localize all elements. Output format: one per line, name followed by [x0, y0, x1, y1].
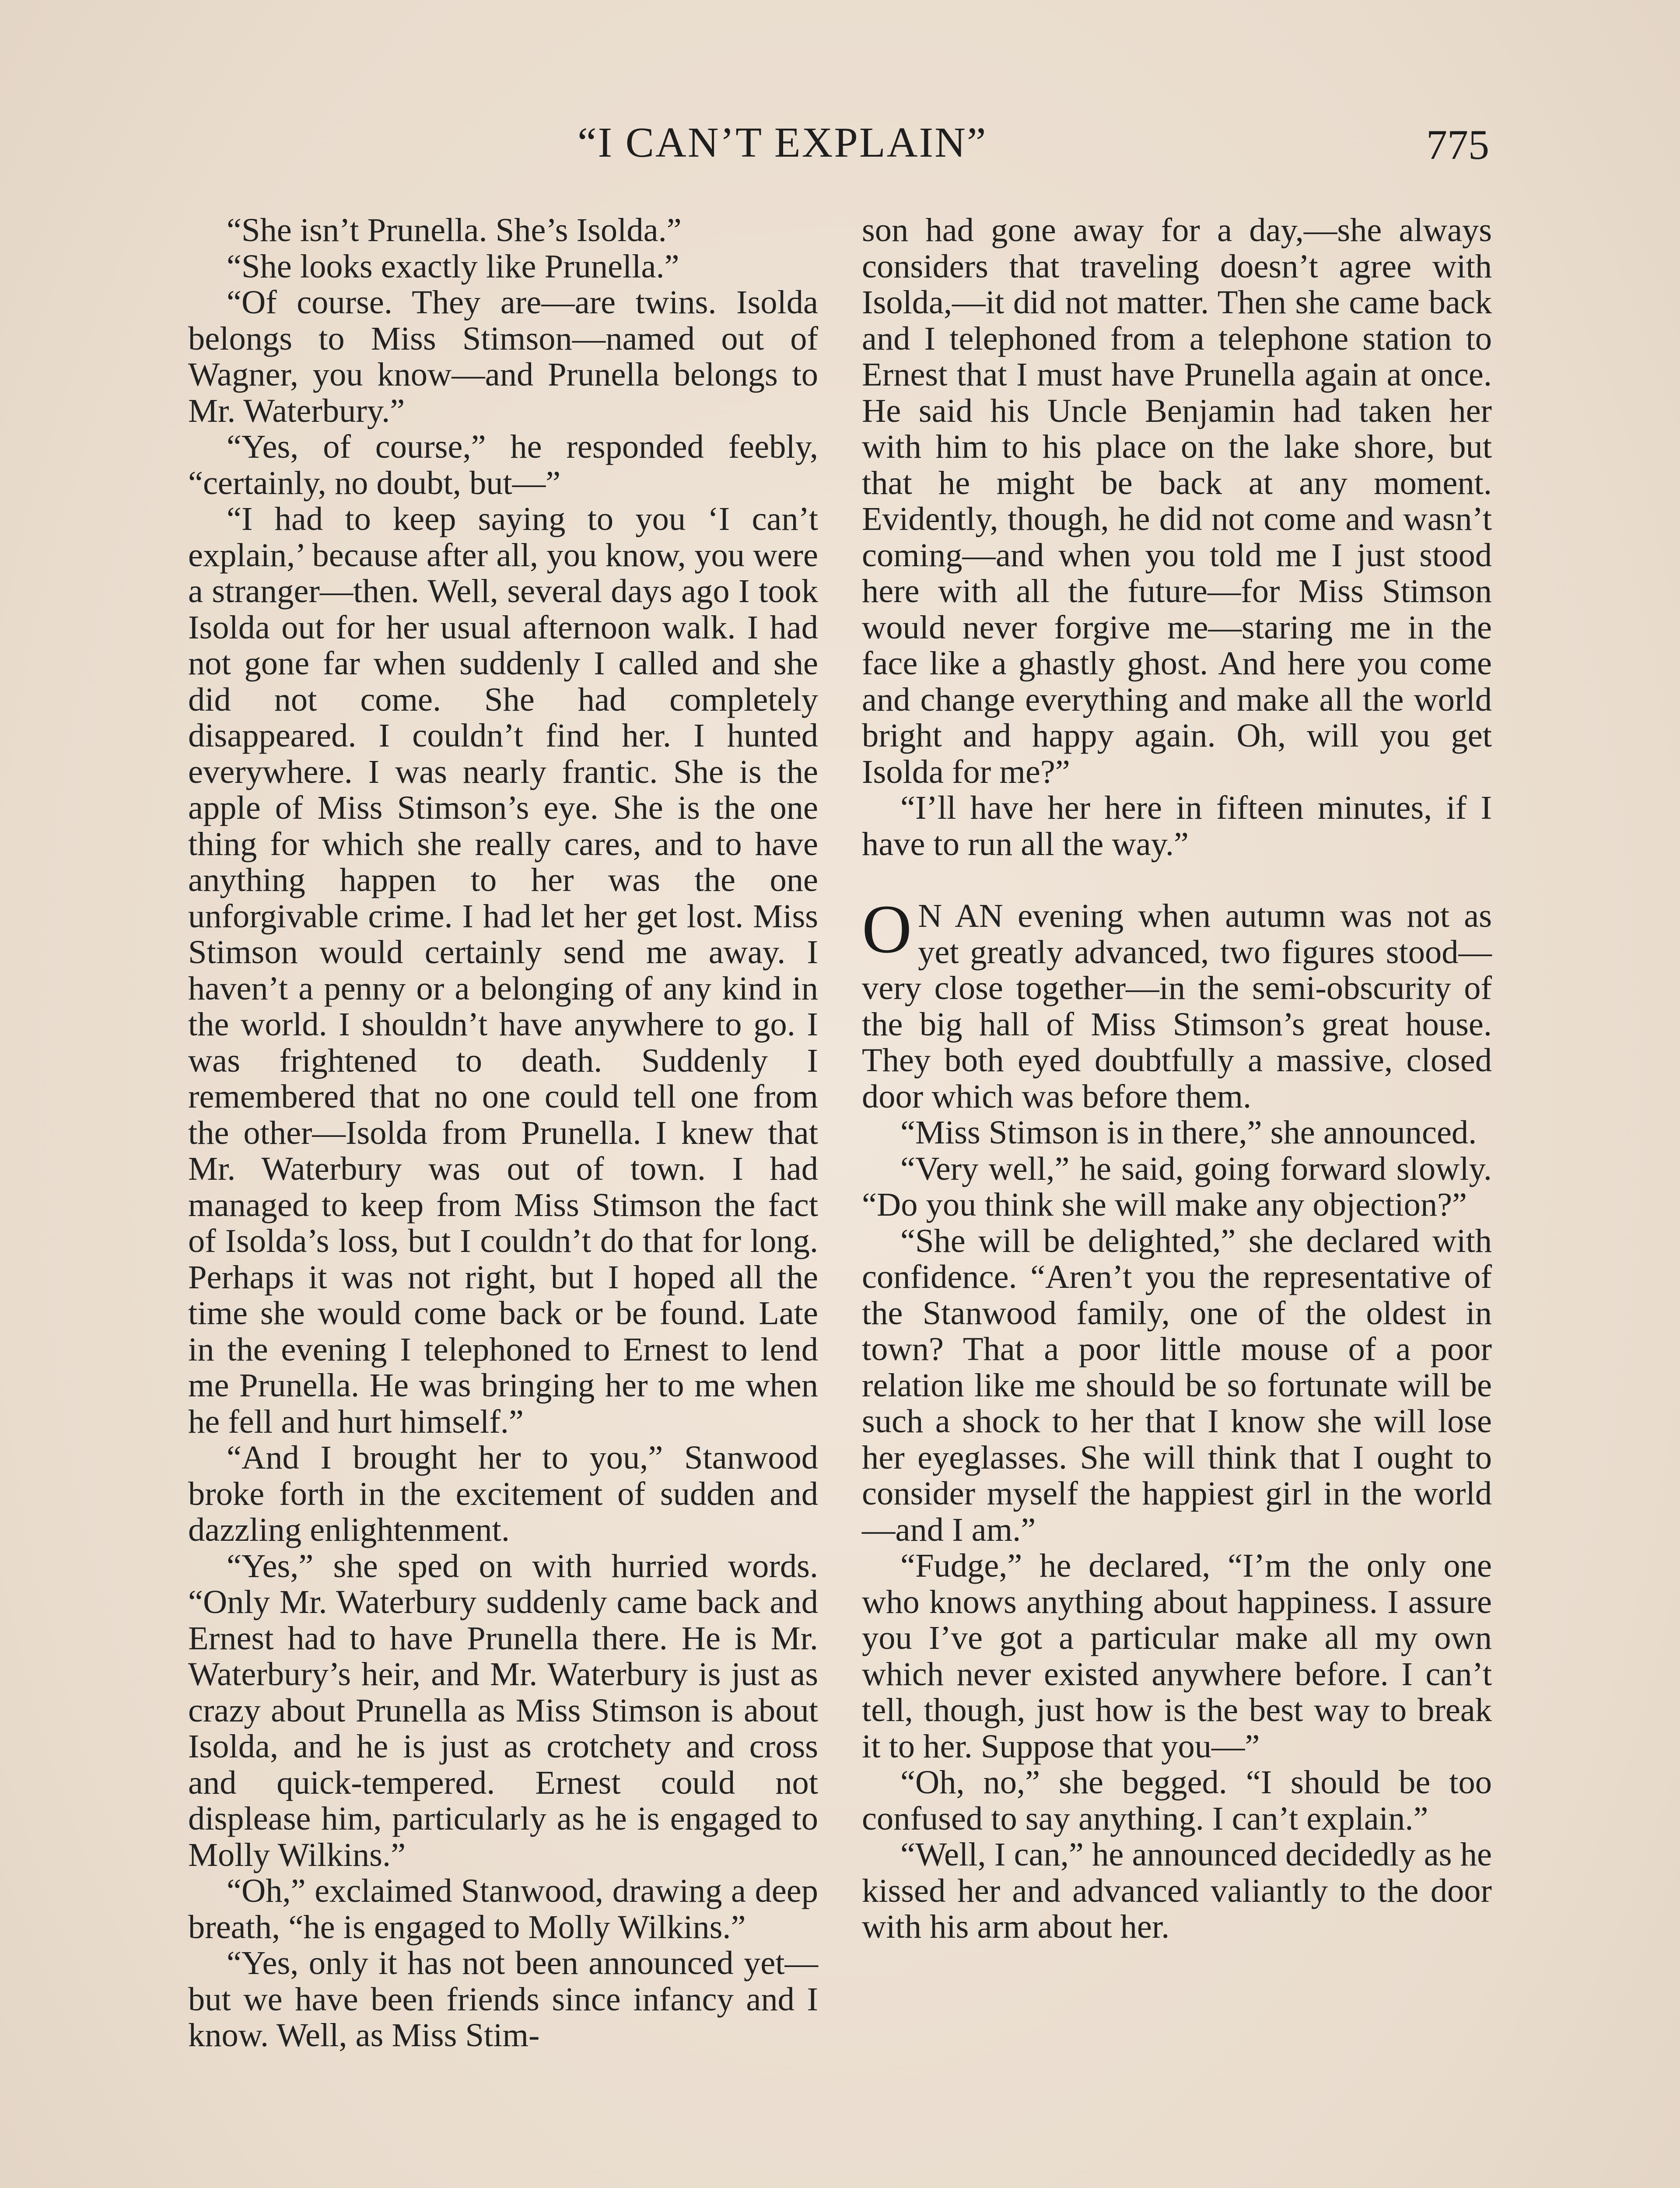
page-number: 775 [1426, 121, 1489, 168]
paragraph: “Oh,” exclaimed Stanwood, drawing a deep breath, “he is engaged to Molly Wilkins.” [188, 1872, 818, 1946]
running-header-title: “I CAN’T EXPLAIN” [578, 119, 987, 166]
paragraph: “I’ll have her here in fifteen minutes, if I have to run all the way.” [862, 789, 1492, 863]
right-column [862, 212, 1492, 1945]
drop-cap: O [862, 891, 912, 968]
paragraph: “Yes,” she sped on with hurried words. “Only Mr. Waterbury suddenly came back and Ernest had to have Prunella there. He is Mr. Waterbury’s heir, and Mr. Waterbury is just as crazy about Prunella as Miss Stimson is about Isolda, and he is just as crotchety and cross and quick-tempered. Ernest could not displease him, particularly as he is engaged to Molly Wilkins.” [188, 1547, 818, 1873]
paragraph: “She looks exactly like Prunella.” [227, 247, 679, 285]
paragraph: “Miss Stimson is in there,” she announced. [900, 1114, 1477, 1151]
paragraph: son had gone away for a day,—she always considers that traveling doesn’t agree with Isolda,—it did not matter. Then she came back and I telephoned from a telephone station to Ernest that I must have Prunella again at once. He said his Uncle Benjamin had taken her with him to his place on the lake shore, but that he might be back at any moment. Evidently, though, he did not come and wasn’t coming—and when you told me I just stood here with all the future—for Miss Stimson would never forgive me—staring me in the face like a ghastly ghost. And here you come and change everything and make all the world bright and happy again. Oh, will you get Isolda for me?” [862, 211, 1492, 790]
paragraph: “Well, I can,” he announced decidedly as he kissed her and advanced valiantly to the door with his arm about her. [862, 1836, 1492, 1945]
paragraph: “Of course. They are—are twins. Isolda belongs to Miss Stimson—named out of Wagner, you know—and Prunella belongs to Mr. Waterbury.” [188, 284, 818, 429]
section-opening-text: N AN evening when autumn was not as yet greatly advanced, two figures stood—very close together—in the semi-obscurity of the big hall of Miss Stimson’s great house. They both eyed doubtfully a massive, closed door which was before them. [862, 897, 1492, 1115]
section-opening-paragraph [862, 891, 1492, 1115]
paragraph: “I had to keep saying to you ‘I can’t explain,’ because after all, you know, you were a stranger—then. Well, several days ago I took Isolda out for her usual afternoon walk. I had not gone far when suddenly I called and she did not come. She had completely disappeared. I couldn’t find her. I hunted everywhere. I was nearly frantic. She is the apple of Miss Stimson’s eye. She is the one thing for which she really cares, and to have anything happen to her was the one unforgivable crime. I had let her get lost. Miss Stimson would certainly send me away. I haven’t a penny or a belonging of any kind in the world. I shouldn’t have anywhere to go. I was frightened to death. Suddenly I remembered that no one could tell one from the other—Isolda from Prunella. I knew that Mr. Waterbury was out of town. I had managed to keep from Miss Stimson the fact of Isolda’s loss, but I couldn’t do that for long. Perhaps it was not right, but I hoped all the time she would come back or be found. Late in the evening I telephoned to Ernest to lend me Prunella. He was bringing her to me when he fell and hurt himself.” [188, 500, 818, 1440]
paragraph: “She isn’t Prunella. She’s Isolda.” [227, 211, 682, 249]
paragraph: “Oh, no,” she begged. “I should be too confused to say anything. I can’t explain.” [862, 1764, 1492, 1837]
left-column [188, 212, 818, 2054]
paragraph: “Very well,” he said, going forward slowly. “Do you think she will make any objection?” [862, 1150, 1492, 1223]
paragraph: “Yes, of course,” he responded feebly, “certainly, no doubt, but—” [188, 428, 818, 501]
paragraph: “She will be delighted,” she declared with confidence. “Aren’t you the representative of the Stanwood family, one of the oldest in town? That a poor little mouse of a poor relation like me should be so fortunate will be such a shock to her that I know she will lose her eyeglasses. She will think that I ought to consider myself the happiest girl in the world—and I am.” [862, 1222, 1492, 1548]
paragraph: “Yes, only it has not been announced yet—but we have been friends since infancy and I know. Well, as Miss Stim- [188, 1944, 818, 2054]
paragraph: “And I brought her to you,” Stanwood broke forth in the excitement of sudden and dazzling enlightenment. [188, 1439, 818, 1548]
paragraph: “Fudge,” he declared, “I’m the only one who knows anything about happiness. I assure you I’ve got a particular make all my own which never existed anywhere before. I can’t tell, though, just how is the best way to break it to her. Suppose that you—” [862, 1547, 1492, 1765]
